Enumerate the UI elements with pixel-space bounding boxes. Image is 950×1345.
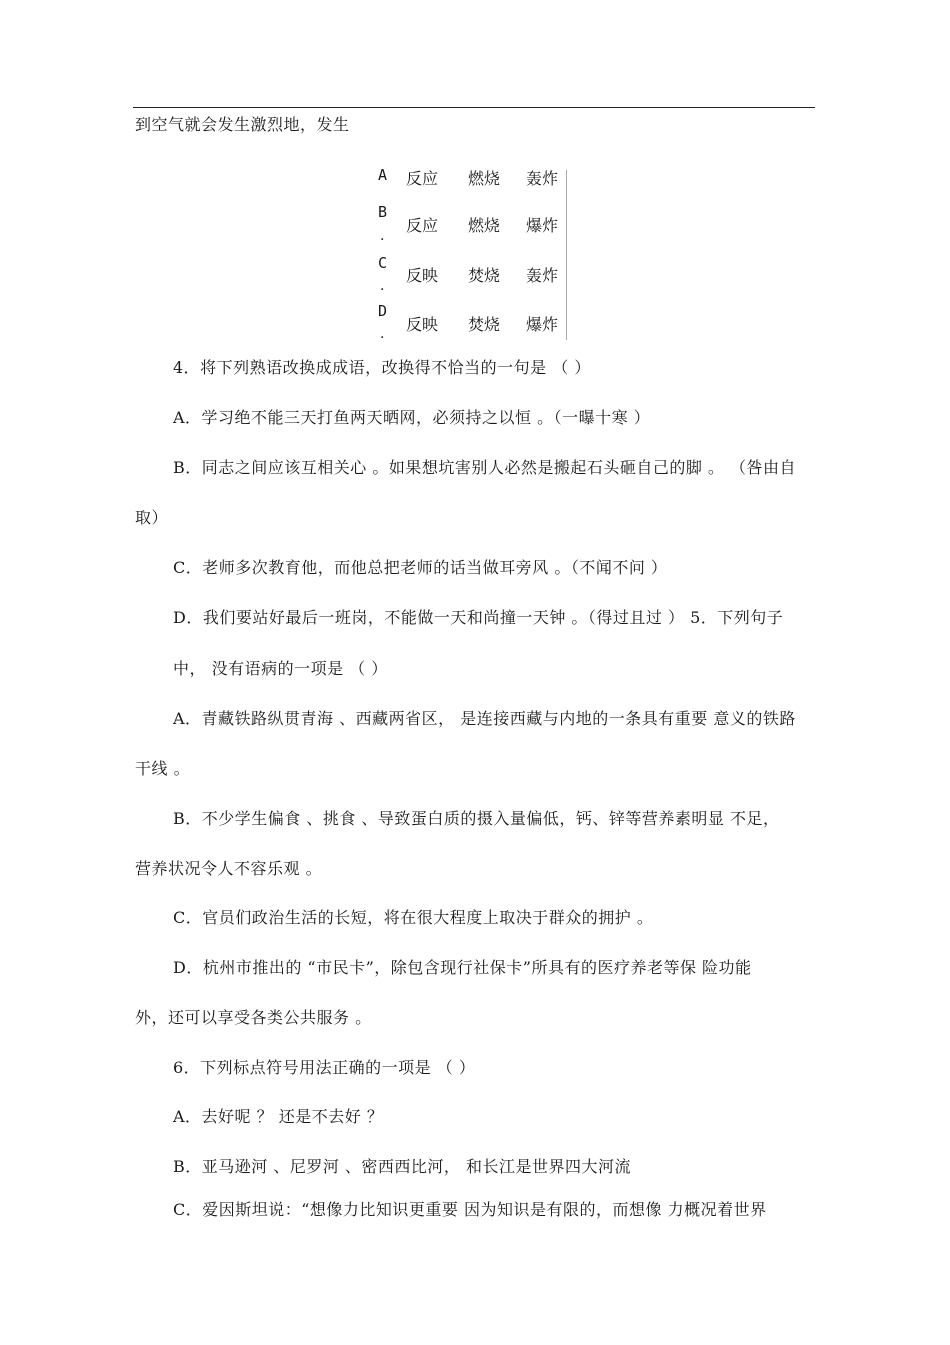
option-a-col3: 轰炸 (526, 169, 559, 188)
q5-option-b: B．不少学生偏食 、挑食 、导致蛋白质的摄入量偏低，钙、锌等营养素明显 不足， (173, 809, 780, 828)
option-letter-a: A (378, 166, 388, 184)
option-d-col1: 反映 (406, 315, 439, 334)
option-c-col2: 焚烧 (468, 266, 501, 285)
option-d-col3: 爆炸 (526, 315, 559, 334)
question-4: 4．将下列熟语改换成成语，改换得不恰当的一句是 （ ） (173, 358, 591, 377)
option-c-col1: 反映 (406, 266, 439, 285)
q5-option-d: D．杭州市推出的 “市民卡”，除包含现行社保卡”所具有的医疗养老等保 险功能 (173, 958, 752, 977)
table-border (566, 170, 567, 340)
dot-separator: . (380, 278, 385, 294)
option-letter-d: D (378, 302, 388, 320)
question-5-cont: 中， 没有语病的一项是 （ ） (173, 659, 388, 678)
q5-option-b-cont: 营养状况令人不容乐观 。 (135, 859, 323, 878)
header-rule (133, 107, 815, 108)
option-a-col2: 燃烧 (468, 169, 501, 188)
option-c-col3: 轰炸 (526, 266, 559, 285)
q4-option-a: A．学习绝不能三天打鱼两天晒网，必须持之以恒 。（一曝十寒 ） (173, 408, 651, 427)
option-a-col1: 反应 (406, 169, 439, 188)
q6-option-c: C．爱因斯坦说：“想像力比知识更重要 因为知识是有限的，而想像 力概况着世界 (173, 1200, 767, 1219)
option-letter-b: B (378, 203, 388, 221)
q4-option-b-cont: 取） (135, 508, 169, 527)
question-6: 6．下列标点符号用法正确的一项是 （ ） (173, 1058, 476, 1077)
q4-option-c: C．老师多次教育他，而他总把老师的话当做耳旁风 。（不闻不问 ） (173, 558, 668, 577)
q5-option-c: C．官员们政治生活的长短，将在很大程度上取决于群众的拥护 。 (173, 908, 654, 927)
option-b-col3: 爆炸 (526, 216, 559, 235)
option-b-col2: 燃烧 (468, 216, 501, 235)
q5-option-a: A．青藏铁路纵贯青海 、西藏两省区， 是连接西藏与内地的一条具有重要 意义的铁路 (173, 709, 796, 728)
option-b-col1: 反应 (406, 216, 439, 235)
q5-option-d-cont: 外，还可以享受各类公共服务 。 (135, 1008, 372, 1027)
q5-option-a-cont: 干线 。 (135, 759, 191, 778)
option-letter-c: C (378, 254, 388, 272)
dot-separator: . (380, 326, 385, 342)
q6-option-b: B．亚马逊河 、尼罗河 、密西西比河， 和长江是世界四大河流 (173, 1157, 632, 1176)
dot-separator: . (380, 228, 385, 244)
q4-option-d: D．我们要站好最后一班岗，不能做一天和尚撞一天钟 。（得过且过 ） 5．下列句子 (173, 608, 784, 627)
intro-line: 到空气就会发生激烈地，发生 (135, 115, 350, 134)
option-d-col2: 焚烧 (468, 315, 501, 334)
q6-option-a: A．去好呢 ？ 还是不去好 ？ (173, 1107, 384, 1126)
q4-option-b: B．同志之间应该互相关心 。如果想坑害别人必然是搬起石头砸自己的脚 。 （咎由自 (173, 458, 797, 477)
